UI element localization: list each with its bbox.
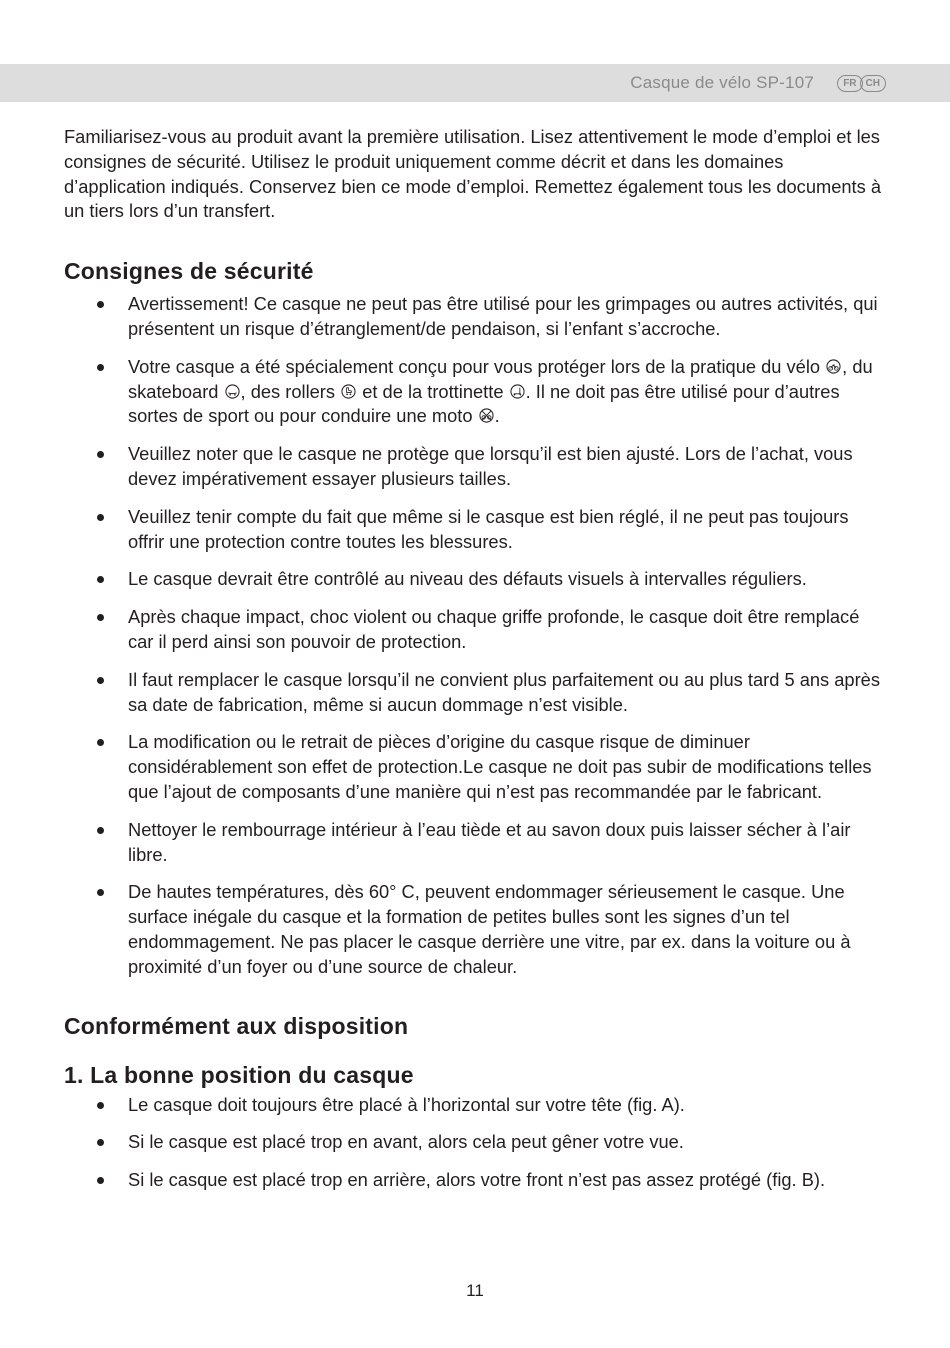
- bullet-icon: [97, 514, 104, 521]
- position-list: [64, 1093, 888, 1193]
- page-number: 11: [466, 1281, 484, 1300]
- list-item: Le casque doit toujours être placé à l’horizontal sur votre tête (fig. A).: [64, 1093, 888, 1118]
- bullet-icon: [97, 1177, 104, 1184]
- list-item: Nettoyer le rembourrage intérieur à l’eau tiède et au savon doux puis laisser sécher à l’air libre.: [64, 818, 888, 868]
- list-item: Le casque devrait être contrôlé au niveau des défauts visuels à intervalles réguliers.: [64, 567, 888, 592]
- roller-skate-icon: [341, 384, 356, 399]
- conformity-heading: Conformément aux disposition: [64, 1012, 409, 1039]
- list-item: Veuillez noter que le casque ne protège que lorsqu’il est bien ajusté. Lors de l’achat, vous devez impérativement essayer plusieurs tailles.: [64, 442, 888, 492]
- bullet-icon: [97, 1139, 104, 1146]
- safety-list: [64, 292, 888, 979]
- bicycle-icon: [826, 359, 841, 374]
- bullet-icon: [97, 889, 104, 896]
- intro-paragraph: Familiarisez-vous au produit avant la première utilisation. Lisez attentivement le mode d’emploi et les consignes de sécurité. Utilisez le produit uniquement comme décrit et dans les domaines d’application indiqués. Conservez bien ce mode d’emploi. Remettez également tous les documents à un tiers lors d’un transfert.: [64, 126, 882, 222]
- bullet-icon: [97, 1102, 104, 1109]
- list-item: Si le casque est placé trop en avant, alors cela peut gêner votre vue.: [64, 1130, 888, 1155]
- list-item: Si le casque est placé trop en arrière, alors votre front n’est pas assez protégé (fig. B).: [64, 1168, 888, 1193]
- list-item: Avertissement! Ce casque ne peut pas être utilisé pour les grimpages ou autres activités, qui présentent un risque d’étranglement/de pendaison, si l’enfant s’accroche.: [64, 292, 888, 342]
- bullet-icon: [97, 827, 104, 834]
- list-item: Après chaque impact, choc violent ou chaque griffe profonde, le casque doit être remplacé car il perd ainsi son pouvoir de protection.: [64, 605, 888, 655]
- safety-heading: Consignes de sécurité: [64, 258, 314, 285]
- list-item: De hautes températures, dès 60° C, peuvent endommager sérieusement le casque. Une surface inégale du casque et la formation de petites bulles sont les signes d’un tel endommagement. Ne pas placer le casque derrière une vitre, par ex. dans la voiture ou à proximité d’un foyer ou d’une source de chaleur.: [64, 880, 888, 979]
- page-header: [0, 64, 950, 102]
- position-heading: 1. La bonne position du casque: [64, 1061, 414, 1088]
- scooter-icon: [510, 384, 525, 399]
- page-content: [64, 125, 888, 1193]
- bullet-icon: [97, 301, 104, 308]
- language-badges: [837, 75, 886, 92]
- bullet-icon: [97, 364, 104, 371]
- lang-badge-fr: FR: [837, 75, 862, 92]
- bullet-icon: [97, 451, 104, 458]
- bullet-icon: [97, 677, 104, 684]
- list-item: Il faut remplacer le casque lorsqu’il ne convient plus parfaitement ou au plus tard 5 ans après sa date de fabrication, même si aucun dommage n’est visible.: [64, 668, 888, 718]
- bullet-icon: [97, 576, 104, 583]
- header-title: Casque de vélo SP-107: [630, 73, 814, 92]
- bullet-icon: [97, 614, 104, 621]
- list-item: Votre casque a été spécialement conçu pour vous protéger lors de la pratique du vélo , du skateboard , des rollers et de la trottinette . Il ne doit pas être utilisé pour d’autres sortes de sport ou pour conduire une moto .: [64, 355, 888, 429]
- bullet-icon: [97, 739, 104, 746]
- list-item: Veuillez tenir compte du fait que même si le casque est bien réglé, il ne peut pas toujours offrir une protection contre toutes les blessures.: [64, 505, 888, 555]
- no-motorcycle-icon: [479, 408, 494, 423]
- skateboard-icon: [225, 384, 240, 399]
- list-item: La modification ou le retrait de pièces d’origine du casque risque de diminuer considérablement son effet de protection.Le casque ne doit pas subir de modifications telles que l’ajout de composants d’une manière qui n’est pas recommandée par le fabricant.: [64, 730, 888, 804]
- lang-badge-ch: CH: [860, 75, 886, 92]
